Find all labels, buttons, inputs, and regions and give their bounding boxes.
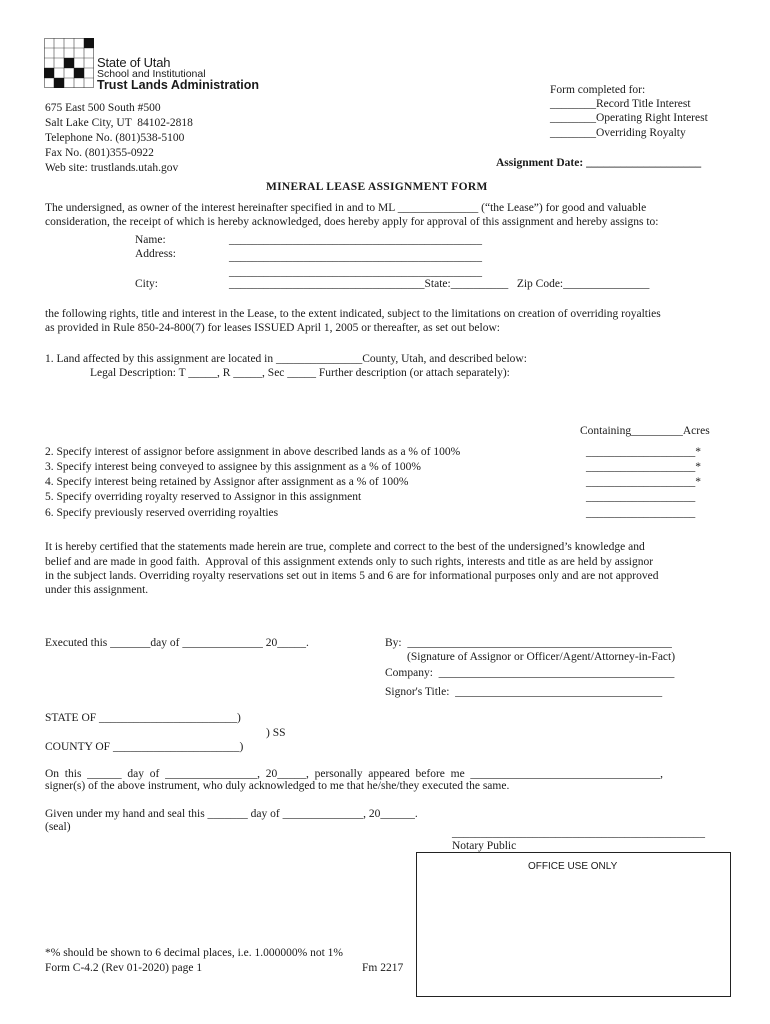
state-of-field[interactable]: STATE OF ________________________) <box>45 712 241 724</box>
fm-number: Fm 2217 <box>362 962 404 974</box>
item-4-blank[interactable]: ___________________* <box>586 476 701 488</box>
address-label: Address: <box>135 248 176 260</box>
rights-line2: as provided in Rule 850-24-800(7) for leases ISSUED April 1, 2005 or thereafter, as set out below: <box>45 322 500 334</box>
item-3-blank[interactable]: ___________________* <box>586 461 701 473</box>
fax: Fax No. (801)355-0922 <box>45 147 154 159</box>
option-overriding-royalty[interactable]: ________Overriding Royalty <box>550 127 686 139</box>
footnote: *% should be shown to 6 decimal places, i.e. 1.000000% not 1% <box>45 947 343 959</box>
office-use-label: OFFICE USE ONLY <box>528 861 618 872</box>
address-field-2[interactable]: ____________________________________________ <box>229 266 482 278</box>
signor-title-field[interactable]: Signor's Title: ____________________________________ <box>385 686 663 698</box>
county-of-field[interactable]: COUNTY OF ______________________) <box>45 741 244 753</box>
intro-line2: consideration, the receipt of which is hereby acknowledged, does hereby apply for approval of this assignment and hereby assigns to: <box>45 216 659 228</box>
website: Web site: trustlands.utah.gov <box>45 162 179 174</box>
notary-signature-line[interactable]: ____________________________________________ <box>452 827 705 839</box>
sitla-logo-grid <box>44 38 94 88</box>
city-state-zip-field[interactable]: __________________________________State:__________ Zip Code:_______________ <box>229 278 650 290</box>
notary-line1[interactable]: On this ______ day of ________________, 20_____, personally appeared before me _________________________________, <box>45 768 664 780</box>
item1-line2: Legal Description: T _____, R _____, Sec _____ Further description (or attach separately): <box>90 367 510 379</box>
form-title: MINERAL LEASE ASSIGNMENT FORM <box>266 181 488 193</box>
option-record-title[interactable]: ________Record Title Interest <box>550 98 691 110</box>
item-2-blank[interactable]: ___________________* <box>586 446 701 458</box>
company-field[interactable]: Company: _________________________________________ <box>385 667 675 679</box>
item-5-text: 5. Specify overriding royalty reserved to Assignor in this assignment <box>45 491 362 503</box>
address-line2: Salt Lake City, UT 84102-2818 <box>45 117 193 129</box>
seal-label: (seal) <box>45 821 71 833</box>
by-signature-line[interactable]: By: ______________________________________________ <box>385 637 672 649</box>
item-6-blank[interactable]: ___________________ <box>586 507 696 519</box>
telephone: Telephone No. (801)538-5100 <box>45 132 185 144</box>
agency-line1: State of Utah <box>97 55 171 70</box>
containing-acres[interactable]: Containing_________Acres <box>580 425 710 437</box>
name-field[interactable]: ____________________________________________ <box>229 234 482 246</box>
office-use-box <box>416 852 731 997</box>
completed-for-label: Form completed for: <box>550 84 646 96</box>
agency-line2: School and Institutional <box>97 68 206 80</box>
address-field-1[interactable]: ____________________________________________ <box>229 251 482 263</box>
name-label: Name: <box>135 234 166 246</box>
notary-line2: signer(s) of the above instrument, who duly acknowledged to me that he/she/they executed the same. <box>45 780 510 792</box>
item1-line1: 1. Land affected by this assignment are located in _______________County, Utah, and described below: <box>45 353 527 365</box>
cert-line2: belief and are made in good faith. Approval of this assignment extends only to such rights, interests and title as are held by assignor <box>45 556 654 568</box>
item-2-text: 2. Specify interest of assignor before assignment in above described lands as a % of 100% <box>45 446 461 458</box>
address-line1: 675 East 500 South #500 <box>45 102 161 114</box>
executed-line[interactable]: Executed this _______day of ______________ 20_____. <box>45 637 309 649</box>
item-3-text: 3. Specify interest being conveyed to assignee by this assignment as a % of 100% <box>45 461 421 473</box>
item-4-text: 4. Specify interest being retained by Assignor after assignment as a % of 100% <box>45 476 409 488</box>
signature-caption: (Signature of Assignor or Officer/Agent/Attorney-in-Fact) <box>407 651 676 663</box>
ss-mark: ) SS <box>266 727 286 739</box>
item-6-text: 6. Specify previously reserved overriding royalties <box>45 507 279 519</box>
city-label: City: <box>135 278 159 290</box>
agency-line3: Trust Lands Administration <box>97 78 260 92</box>
form-number: Form C-4.2 (Rev 01-2020) page 1 <box>45 962 203 974</box>
item-5-blank[interactable]: ___________________ <box>586 491 696 503</box>
intro-line1: The undersigned, as owner of the interest hereinafter specified in and to ML ______________ (“the Lease”) for good and valuable <box>45 202 647 214</box>
assignment-date[interactable]: Assignment Date: ____________________ <box>496 157 702 169</box>
given-line[interactable]: Given under my hand and seal this _______ day of ______________, 20______. <box>45 808 418 820</box>
option-operating-right[interactable]: ________Operating Right Interest <box>550 112 708 124</box>
notary-public-label: Notary Public <box>452 840 517 852</box>
cert-line1: It is hereby certified that the statements made herein are true, complete and correct to the best of the undersigned’s knowledge and <box>45 541 645 553</box>
cert-line3: in the subject lands. Overriding royalty reservations set out in items 5 and 6 are for informational purposes only and are not approved <box>45 570 659 582</box>
cert-line4: under this assignment. <box>45 584 149 596</box>
rights-line1: the following rights, title and interest in the Lease, to the extent indicated, subject to the limitations on creation of overriding royalties <box>45 308 661 320</box>
